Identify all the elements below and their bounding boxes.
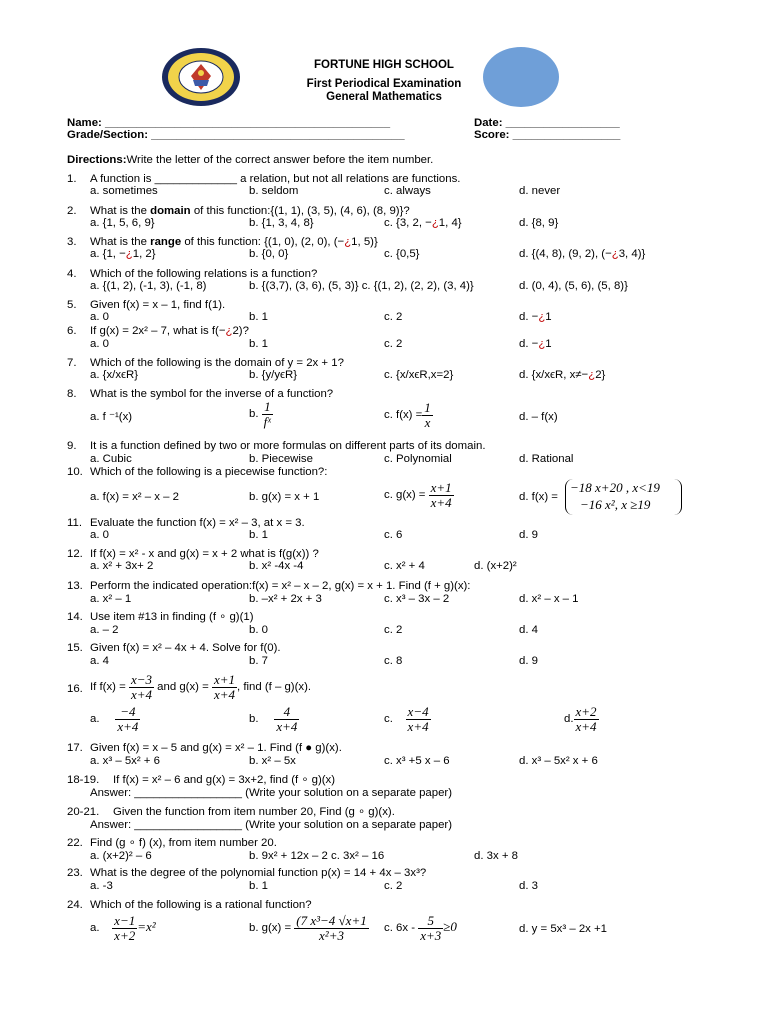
q9-option-b: b. Piecewise xyxy=(249,453,313,465)
q11-option-c: c. 6 xyxy=(384,529,403,541)
q17-option-c: c. x³ +5 x – 6 xyxy=(384,755,450,767)
q20-answer-line[interactable]: Answer: _________________ (Write your solution on a separate paper) xyxy=(90,819,452,831)
q4-number: 4. xyxy=(67,268,77,280)
q9-number: 9. xyxy=(67,440,77,452)
name-field[interactable]: Name: _____________________________________________ xyxy=(67,117,391,129)
q22-option-d: d. 3x + 8 xyxy=(474,850,519,862)
q18-text: If f(x) = x² – 6 and g(x) = 3x+2, find (f ∘ g)(x) xyxy=(113,774,336,786)
q10-option-b: b. g(x) = x + 1 xyxy=(249,491,320,503)
q13-option-d: d. x² – x – 1 xyxy=(519,593,579,605)
q10-option-d-label: d. f(x) = xyxy=(519,491,558,503)
q18-answer-line[interactable]: Answer: _________________ (Write your solution on a separate paper) xyxy=(90,787,452,799)
q16-a-fraction: $\frac{-4}{x+4}$ xyxy=(117,704,139,734)
q9-option-d: d. Rational xyxy=(519,453,574,465)
q15-option-c: c. 8 xyxy=(384,655,403,667)
q12-option-b: b. x² -4x -4 xyxy=(249,560,304,572)
q6-text: If g(x) = 2x² – 7, what is f(−¿2)? xyxy=(90,325,249,337)
q7-number: 7. xyxy=(67,357,77,369)
q9-option-a: a. Cubic xyxy=(90,453,132,465)
q11-text: Evaluate the function f(x) = x² – 3, at x = 3. xyxy=(90,517,305,529)
q18-number: 18-19. xyxy=(67,774,100,786)
q6-number: 6. xyxy=(67,325,77,337)
q22-option-a: a. (x+2)² – 6 xyxy=(90,850,152,862)
q8-c-fraction: $\frac{1}{x}$ xyxy=(424,400,431,430)
q12-option-d: d. (x+2)² xyxy=(474,560,517,572)
q6-option-c: c. 2 xyxy=(384,338,403,350)
q14-number: 14. xyxy=(67,611,83,623)
q13-text: Perform the indicated operation:f(x) = x² – x – 2, g(x) = x + 1. Find (f + g)(x): xyxy=(90,580,471,592)
q14-option-a: a. – 2 xyxy=(90,624,119,636)
q2-text: What is the domain of this function:{(1, 1), (3, 5), (4, 6), (8, 9)}? xyxy=(90,205,410,217)
q3-number: 3. xyxy=(67,236,77,248)
q20-text: Given the function from item number 20, Find (g ∘ g)(x). xyxy=(113,806,395,818)
q10-option-c: c. g(x) = $\frac{x+1}{x+4}$ xyxy=(384,480,452,510)
q23-option-b: b. 1 xyxy=(249,880,268,892)
q11-option-b: b. 1 xyxy=(249,529,268,541)
q16-text: If f(x) = $\frac{x-3}{x+4}$ and g(x) = $\frac{x+1}{x+4}$ , find (f – g)(x). xyxy=(90,672,312,702)
q12-number: 12. xyxy=(67,548,83,560)
q17-option-d: d. x³ – 5x² x + 6 xyxy=(519,755,598,767)
q8-number: 8. xyxy=(67,388,77,400)
q16-number: 16. xyxy=(67,683,83,695)
q15-option-b: b. 7 xyxy=(249,655,268,667)
q17-text: Given f(x) = x – 5 and g(x) = x² – 1. Find (f ● g)(x). xyxy=(90,742,342,754)
q24-option-d: d. y = 5x³ – 2x +1 xyxy=(519,923,608,935)
exam-title: First Periodical Examination xyxy=(306,78,462,90)
q5-number: 5. xyxy=(67,299,77,311)
q8-text: What is the symbol for the inverse of a function? xyxy=(90,388,334,400)
q2-option-d: d. {8, 9} xyxy=(519,217,559,229)
q23-option-d: d. 3 xyxy=(519,880,538,892)
q2-number: 2. xyxy=(67,205,77,217)
q14-option-b: b. 0 xyxy=(249,624,268,636)
q11-option-a: a. 0 xyxy=(90,529,109,541)
q8-b-fraction: $\frac{1}{\text{fˣ}}$ xyxy=(263,399,271,429)
q23-option-a: a. -3 xyxy=(90,880,113,892)
q13-option-a: a. x² – 1 xyxy=(90,593,132,605)
school-name: FORTUNE HIGH SCHOOL xyxy=(314,59,454,71)
q3-option-a: a. {1, −¿1, 2} xyxy=(90,248,156,260)
q8-option-a: a. f ⁻¹(x) xyxy=(90,411,133,423)
q5-option-b: b. 1 xyxy=(249,311,268,323)
q16-b-fraction: $\frac{4}{x+4}$ xyxy=(276,704,298,734)
q22-number: 22. xyxy=(67,837,83,849)
q5-option-a: a. 0 xyxy=(90,311,109,323)
q12-option-a: a. x² + 3x+ 2 xyxy=(90,560,154,572)
q16-g-fraction: $\frac{x+1}{x+4}$ xyxy=(213,672,235,702)
date-field[interactable]: Date: __________________ xyxy=(474,117,620,129)
q3-option-d: d. {(4, 8), (9, 2), (−¿3, 4)} xyxy=(519,248,646,260)
q14-text: Use item #13 in finding (f ∘ g)(1) xyxy=(90,611,254,623)
q24-option-c: c. 6x - $\frac{5}{x+3}$ ≥0 xyxy=(384,913,457,943)
q4-option-a: a. {(1, 2), (-1, 3), (-1, 8) xyxy=(90,280,207,292)
q7-option-d: d. {x/xϵR, x≠−¿2} xyxy=(519,369,606,381)
q1-option-a: a. sometimes xyxy=(90,185,158,197)
q17-number: 17. xyxy=(67,742,83,754)
q2-option-b: b. {1, 3, 4, 8} xyxy=(249,217,314,229)
q10-piecewise-line2: −16 x², x ≥19 xyxy=(580,497,651,512)
q3-text: What is the range of this function: {(1, 0), (2, 0), (−¿1, 5)} xyxy=(90,236,378,248)
q4-text: Which of the following relations is a function? xyxy=(90,268,318,280)
q12-option-c: c. x² + 4 xyxy=(384,560,425,572)
q1-number: 1. xyxy=(67,173,77,185)
q10-text: Which of the following is a piecewise function?: xyxy=(90,466,328,478)
q15-option-d: d. 9 xyxy=(519,655,538,667)
q9-option-c: c. Polynomial xyxy=(384,453,452,465)
q23-option-c: c. 2 xyxy=(384,880,403,892)
q1-option-d: d. never xyxy=(519,185,561,197)
q8-option-b: b. $\frac{1}{\text{fˣ}}$ xyxy=(249,399,271,429)
q11-number: 11. xyxy=(67,517,82,529)
q13-number: 13. xyxy=(67,580,83,592)
q6-option-d: d. −¿1 xyxy=(519,338,552,350)
q24-b-fraction: $\frac{\text{(7 x³−4 √x+1}}{\text{x²+3}}$ xyxy=(296,913,367,943)
q24-a-fraction: $\frac{x-1}{x+2}$ xyxy=(114,913,136,943)
q24-number: 24. xyxy=(67,899,83,911)
q4-option-bc: b. {(3,7), (3, 6), (5, 3)} c. {(1, 2), (2, 2), (3, 4)} xyxy=(249,280,474,292)
q6-option-a: a. 0 xyxy=(90,338,109,350)
q15-number: 15. xyxy=(67,642,83,654)
q16-option-d: d. $\frac{x+2}{x+4}$ xyxy=(564,704,597,734)
q8-option-c: c. f(x) = $\frac{1}{x}$ xyxy=(384,400,431,430)
q16-option-b: b. $\frac{4}{x+4}$ xyxy=(249,704,298,734)
q14-option-d: d. 4 xyxy=(519,624,538,636)
q7-option-a: a. {x/xϵR} xyxy=(90,369,139,381)
q6-option-b: b. 1 xyxy=(249,338,268,350)
q17-option-a: a. x³ – 5x² + 6 xyxy=(90,755,160,767)
q10-piecewise-line1: −18 x+20 , x<19 xyxy=(570,480,660,495)
q23-number: 23. xyxy=(67,867,83,879)
q5-option-d: d. −¿1 xyxy=(519,311,552,323)
q24-text: Which of the following is a rational function? xyxy=(90,899,312,911)
q5-text: Given f(x) = x – 1, find f(1). xyxy=(90,299,226,311)
q16-f-fraction: $\frac{x-3}{x+4}$ xyxy=(130,672,152,702)
q24-c-fraction: $\frac{5}{x+3}$ xyxy=(420,913,442,943)
q1-option-c: c. always xyxy=(384,185,431,197)
grade-section-field[interactable]: Grade/Section: ________________________________________ xyxy=(67,129,405,141)
q17-option-b: b. x² – 5x xyxy=(249,755,296,767)
q7-text: Which of the following is the domain of y = 2x + 1? xyxy=(90,357,344,369)
q1-option-b: b. seldom xyxy=(249,185,299,197)
q10-option-a: a. f(x) = x² – x – 2 xyxy=(90,491,179,503)
q13-option-c: c. x³ – 3x – 2 xyxy=(384,593,450,605)
q15-text: Given f(x) = x² – 4x + 4. Solve for f(0). xyxy=(90,642,281,654)
q16-d-fraction: $\frac{x+2}{x+4}$ xyxy=(575,704,597,734)
q23-text: What is the degree of the polynomial function p(x) = 14 + 4x – 3x³? xyxy=(90,867,427,879)
q20-number: 20-21. xyxy=(67,806,100,818)
q22-text: Find (g ∘ f) (x), from item number 20. xyxy=(90,837,277,849)
q16-option-a: a. $\frac{-4}{x+4}$ xyxy=(90,704,139,734)
q11-option-d: d. 9 xyxy=(519,529,538,541)
q15-option-a: a. 4 xyxy=(90,655,109,667)
q2-option-c: c. {3, 2, −¿1, 4} xyxy=(384,217,462,229)
subject-title: General Mathematics xyxy=(326,91,442,103)
directions: Directions:Write the letter of the correct answer before the item number. xyxy=(67,154,434,166)
q4-option-d: d. (0, 4), (5, 6), (5, 8)} xyxy=(519,280,628,292)
score-field[interactable]: Score: _________________ xyxy=(474,129,621,141)
q7-option-b: b. {y/yϵR} xyxy=(249,369,298,381)
q24-option-a: a. $\frac{x-1}{x+2}$ =x² xyxy=(90,913,156,943)
q3-option-c: c. {0,5} xyxy=(384,248,420,260)
q8-option-d: d. – f(x) xyxy=(519,411,558,423)
q13-option-b: b. –x² + 2x + 3 xyxy=(249,593,322,605)
q24-option-b: b. g(x) = $\frac{\text{(7 x³−4 √x+1}}{\text{x²+3}}$ xyxy=(249,913,367,943)
q3-option-b: b. {0, 0} xyxy=(249,248,289,260)
q10-number: 10. xyxy=(67,466,83,478)
q7-option-c: c. {x/xϵR,x=2} xyxy=(384,369,454,381)
q9-text: It is a function defined by two or more formulas on different parts of its domain. xyxy=(90,440,486,452)
q10-c-fraction: $\frac{x+1}{x+4}$ xyxy=(430,480,452,510)
q2-option-a: a. {1, 5, 6, 9} xyxy=(90,217,155,229)
q1-text: A function is _____________ a relation, but not all relations are functions. xyxy=(90,173,461,185)
q12-text: If f(x) = x² - x and g(x) = x + 2 what is f(g(x)) ? xyxy=(90,548,319,560)
q22-option-bc: b. 9x² + 12x – 2 c. 3x² – 16 xyxy=(249,850,385,862)
q14-option-c: c. 2 xyxy=(384,624,403,636)
q5-option-c: c. 2 xyxy=(384,311,403,323)
q16-c-fraction: $\frac{x-4}{x+4}$ xyxy=(407,704,429,734)
q16-option-c: c. $\frac{x-4}{x+4}$ xyxy=(384,704,429,734)
